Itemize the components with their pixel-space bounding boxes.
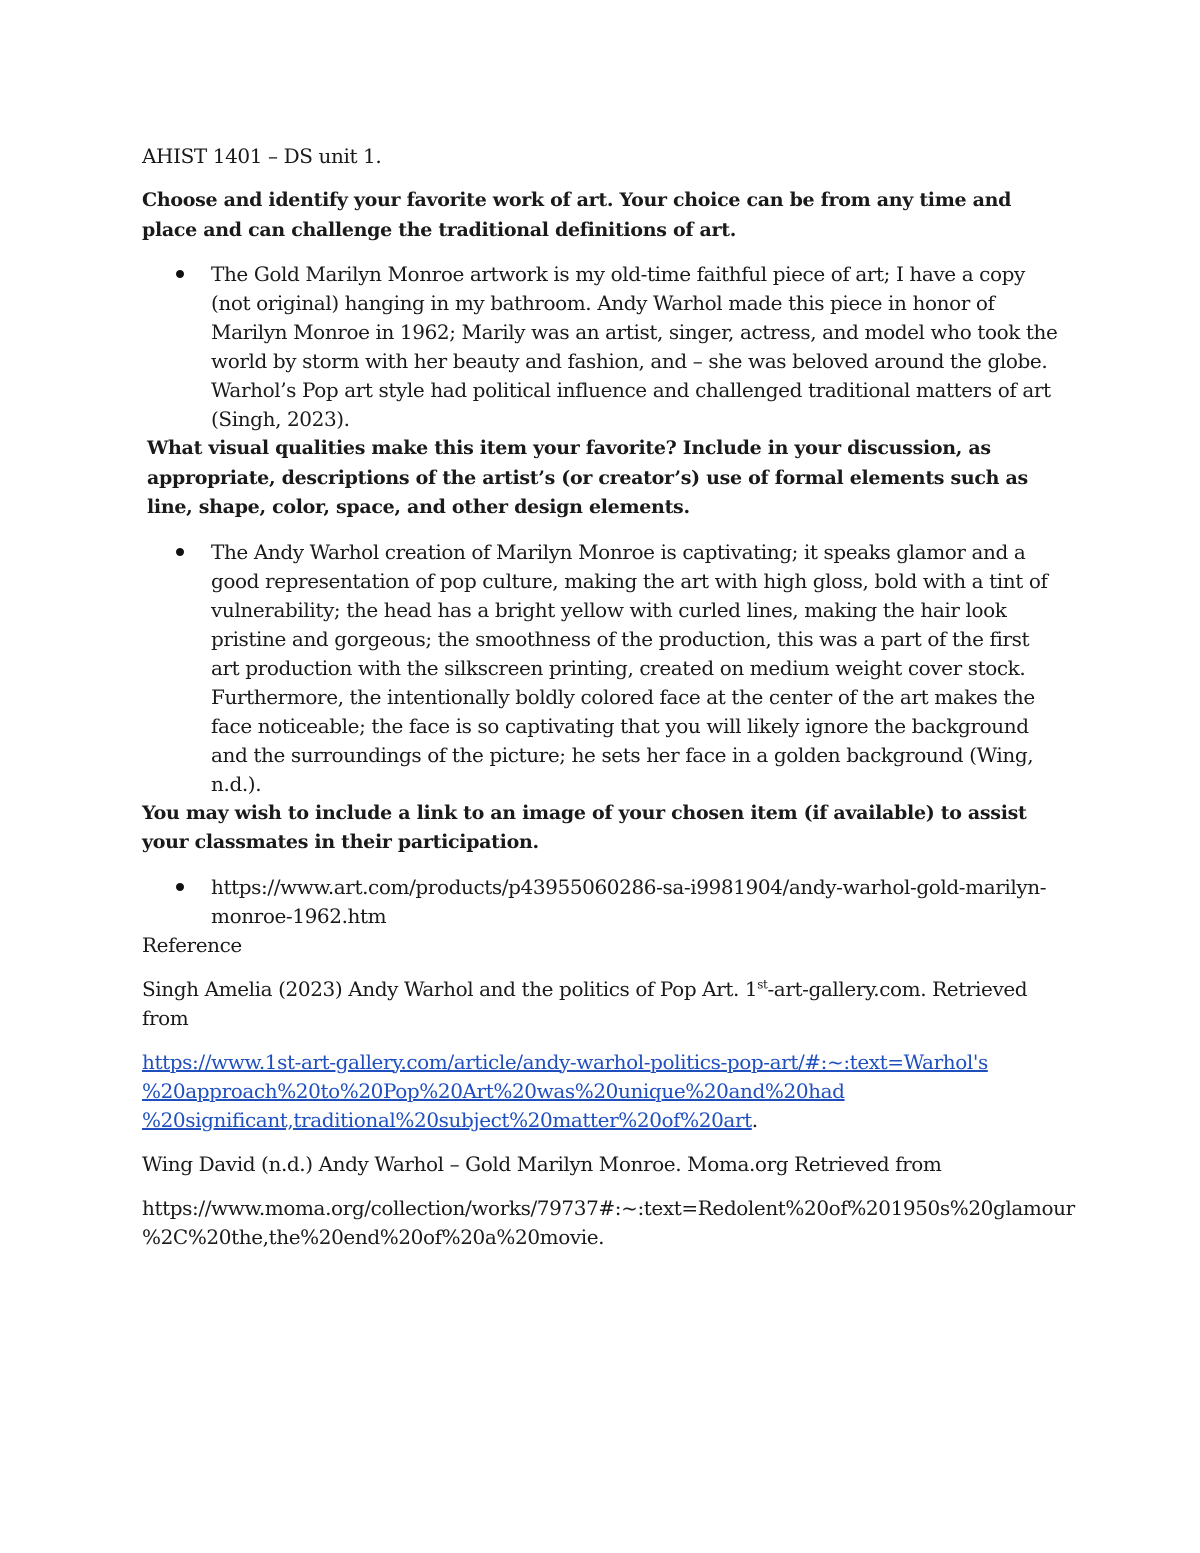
- reference-1-post: -art-gallery.com. Retrieved from: [142, 976, 1028, 1030]
- reference-1-link-line-1[interactable]: https://www.1st-art-gallery.com/article/andy-warhol-politics-pop-art/#:~:text=Warhol's: [142, 1049, 988, 1074]
- bullet-icon: [176, 548, 184, 556]
- answer-2-text: The Andy Warhol creation of Marilyn Monroe is captivating; it speaks glamor and a good representation of pop culture, making the art with high gloss, bold with a tint of vulnerability; the head has a bright yellow with curled lines, making the hair look pristine and gorgeous; the smoothness of the production, this was a part of the first art production with the silkscreen printing, created on medium weight cover stock. Furthermore, the intentionally boldly colored face at the center of the art makes the face noticeable; the face is so captivating that you will likely ignore the background and the surroundings of the picture; he sets her face in a golden background (Wing, n.d.).: [211, 539, 1048, 796]
- reference-1: [142, 975, 1062, 1033]
- reference-1-link-line-3-wrap: [142, 1106, 1062, 1135]
- reference-1-link-line-3[interactable]: %20significant,traditional%20subject%20matter%20of%20art: [142, 1107, 752, 1132]
- question-1: Choose and identify your favorite work of art. Your choice can be from any time and place and can challenge the traditional definitions of art.: [142, 189, 1012, 241]
- document-title: AHIST 1401 – DS unit 1.: [142, 144, 382, 168]
- reference-1-pre: Singh Amelia (2023) Andy Warhol and the politics of Pop Art. 1: [142, 976, 758, 1001]
- answer-2-list: [142, 538, 1062, 799]
- bullet-icon: [176, 883, 184, 891]
- reference-heading: Reference: [142, 932, 242, 957]
- question-3: You may wish to include a link to an image of your chosen item (if available) to assist your classmates in their participation.: [142, 801, 1027, 853]
- answer-3-item: [142, 873, 1062, 931]
- answer-1-list: [142, 260, 1062, 434]
- artwork-url-line-2: monroe-1962.htm: [211, 903, 387, 928]
- reference-2-link-block: [142, 1194, 1075, 1252]
- answer-1-item: [142, 260, 1062, 434]
- answer-3-list: [142, 873, 1062, 931]
- reference-1-link-block: [142, 1048, 1062, 1135]
- reference-2-link-line-2: %2C%20the,the%20end%20of%20a%20movie.: [142, 1224, 605, 1249]
- reference-1-link-line-2[interactable]: %20approach%20to%20Pop%20Art%20was%20unique%20and%20had: [142, 1078, 845, 1103]
- reference-1-sup: st: [757, 976, 768, 991]
- bullet-icon: [176, 270, 184, 278]
- artwork-url-line-1: https://www.art.com/products/p43955060286-sa-i9981904/andy-warhol-gold-marilyn-: [211, 874, 1047, 899]
- question-2: What visual qualities make this item your favorite? Include in your discussion, as appropriate, descriptions of the artist’s (or creator’s) use of formal elements such as line, shape, color, space, and other design elements.: [147, 437, 1028, 518]
- reference-1-link-trail: .: [751, 1107, 758, 1132]
- reference-2: Wing David (n.d.) Andy Warhol – Gold Marilyn Monroe. Moma.org Retrieved from: [142, 1151, 942, 1176]
- reference-2-link-line-1: https://www.moma.org/collection/works/79737#:~:text=Redolent%20of%201950s%20glamour: [142, 1195, 1075, 1220]
- answer-2-item: [142, 538, 1062, 799]
- answer-1-text: The Gold Marilyn Monroe artwork is my old-time faithful piece of art; I have a copy (not original) hanging in my bathroom. Andy Warhol made this piece in honor of Marilyn Monroe in 1962; Marily was an artist, singer, actress, and model who took the world by storm with her beauty and fashion, and – she was beloved around the globe. Warhol’s Pop art style had political influence and challenged traditional matters of art (Singh, 2023).: [211, 262, 1058, 431]
- document-page: [142, 142, 1075, 1252]
